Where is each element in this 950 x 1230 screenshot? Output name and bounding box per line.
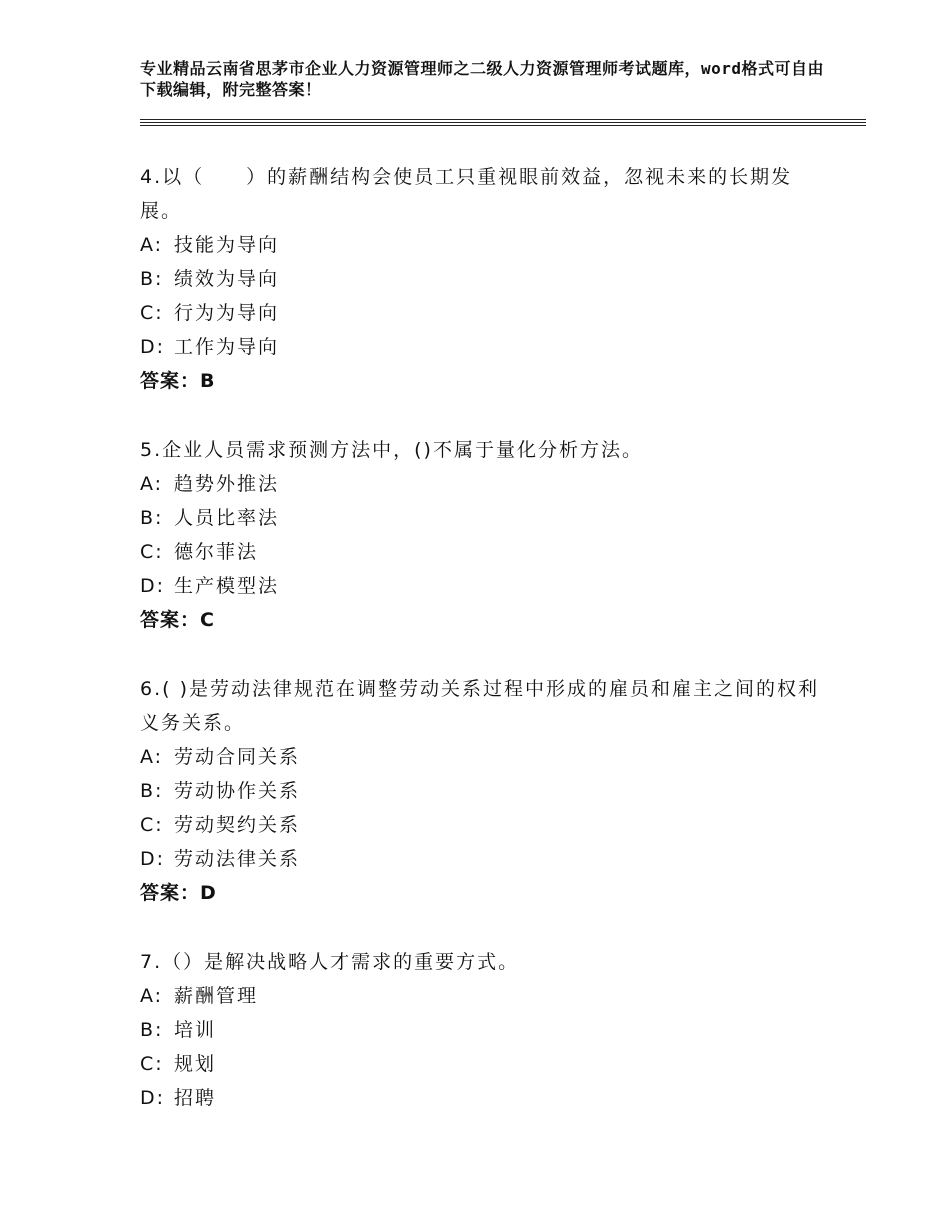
header-rule (140, 122, 866, 123)
option-text: 规划 (174, 1053, 217, 1075)
option-b (140, 262, 820, 296)
option-c (140, 296, 820, 330)
option-key: A: (140, 473, 164, 495)
option-c (140, 808, 820, 842)
option-a (140, 979, 820, 1013)
question-stem: 4.以（ ）的薪酬结构会使员工只重视眼前效益，忽视未来的长期发展。 (140, 166, 793, 222)
option-key: A: (140, 985, 164, 1007)
option-b (140, 774, 820, 808)
question-stem: 7.（）是解决战略人才需求的重要方式。 (140, 951, 520, 973)
option-key: A: (140, 234, 164, 256)
option-d (140, 330, 820, 364)
option-b (140, 501, 820, 535)
option-c (140, 535, 820, 569)
option-d (140, 569, 820, 603)
option-key: D: (140, 336, 166, 358)
answer-line: 答案：D (140, 882, 217, 904)
option-text: 人员比率法 (174, 507, 280, 529)
question-5 (140, 433, 820, 637)
option-b (140, 1013, 820, 1047)
option-key: C: (140, 814, 164, 836)
option-d (140, 1081, 820, 1115)
option-key: B: (140, 507, 164, 529)
option-text: 技能为导向 (174, 234, 280, 256)
option-text: 德尔菲法 (174, 541, 259, 563)
document-header: 专业精品云南省思茅市企业人力资源管理师之二级人力资源管理师考试题库，word格式可自由下载编辑，附完整答案！ (140, 59, 825, 99)
option-text: 招聘 (174, 1087, 217, 1109)
option-text: 劳动协作关系 (174, 780, 301, 802)
answer-line: 答案：C (140, 609, 215, 631)
question-4 (140, 160, 820, 398)
option-key: B: (140, 1019, 164, 1041)
option-text: 薪酬管理 (174, 985, 259, 1007)
header-rule (140, 125, 866, 126)
option-text: 培训 (174, 1019, 217, 1041)
option-key: C: (140, 1053, 164, 1075)
question-stem: 5.企业人员需求预测方法中，()不属于量化分析方法。 (140, 439, 643, 461)
option-c (140, 1047, 820, 1081)
option-text: 趋势外推法 (174, 473, 280, 495)
question-stem: 6.( )是劳动法律规范在调整劳动关系过程中形成的雇员和雇主之间的权利义务关系。 (140, 678, 819, 734)
option-text: 劳动合同关系 (174, 746, 301, 768)
option-key: D: (140, 848, 166, 870)
option-a (140, 467, 820, 501)
option-a (140, 740, 820, 774)
option-d (140, 842, 820, 876)
option-key: A: (140, 746, 164, 768)
option-a (140, 228, 820, 262)
option-key: D: (140, 1087, 166, 1109)
option-text: 劳动契约关系 (174, 814, 301, 836)
option-key: B: (140, 780, 164, 802)
option-key: C: (140, 302, 164, 324)
option-text: 生产模型法 (174, 575, 280, 597)
option-key: D: (140, 575, 166, 597)
option-text: 劳动法律关系 (174, 848, 301, 870)
question-6 (140, 672, 820, 910)
header-rule (140, 119, 866, 120)
option-text: 绩效为导向 (174, 268, 280, 290)
answer-line: 答案：B (140, 370, 216, 392)
option-text: 行为为导向 (174, 302, 280, 324)
option-text: 工作为导向 (174, 336, 280, 358)
option-key: B: (140, 268, 164, 290)
option-key: C: (140, 541, 164, 563)
question-7 (140, 945, 820, 1115)
